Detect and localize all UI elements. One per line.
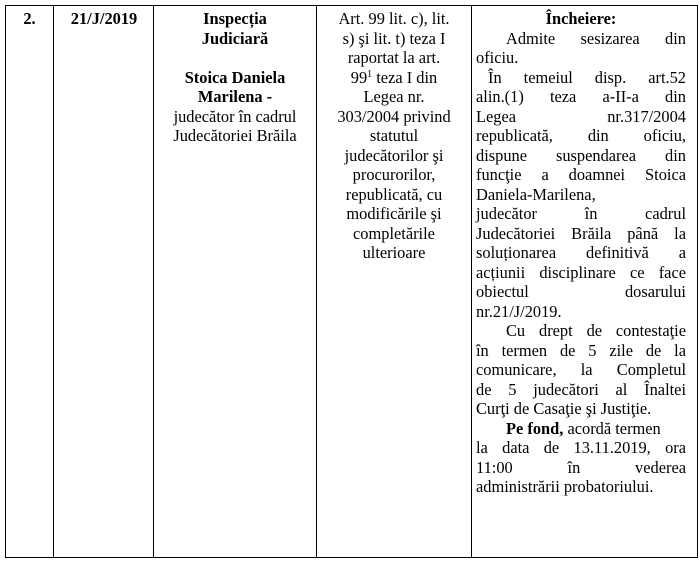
legal-basis-line: statutul bbox=[369, 126, 419, 145]
decision-line: Curţi de Casaţie şi Justiţie. bbox=[476, 399, 652, 418]
decision-line: obiectul dosarului bbox=[476, 282, 686, 301]
decision-line: În temeiul disp. art.52 bbox=[488, 67, 686, 87]
legal-basis-line: Art. 99 lit. c), lit. bbox=[338, 9, 450, 28]
decision-line: la data de 13.11.2019, ora bbox=[476, 438, 686, 457]
decision-line: acțiunii disciplinare ce face bbox=[476, 262, 686, 282]
applicant-line: Inspecția bbox=[203, 9, 267, 28]
decision-line: dispune suspendarea din bbox=[476, 145, 686, 165]
respondent-role: judecător în cadrul bbox=[173, 106, 297, 126]
decision-line: Cu drept de contestaţie bbox=[506, 321, 686, 340]
respondent-name: Stoica Daniela bbox=[184, 67, 286, 87]
legal-basis-line: judecătorilor şi bbox=[344, 145, 444, 165]
respondent-name: Marilena - bbox=[197, 87, 273, 106]
decision-line: administrării probatoriului. bbox=[476, 477, 654, 496]
column-divider bbox=[471, 6, 472, 557]
decision-heading: Încheiere: bbox=[545, 9, 617, 28]
decision-line: de 5 judecători al Înaltei bbox=[476, 379, 686, 399]
legal-basis-line: s) şi lit. t) teza I bbox=[342, 28, 446, 48]
article-superscript: 1 bbox=[367, 68, 373, 80]
decision-line: nr.21/J/2019. bbox=[476, 301, 562, 321]
fond-label: Pe fond, bbox=[506, 418, 564, 438]
decision-line: soluționarea definitivă a bbox=[476, 243, 686, 262]
decision-line: Daniela-Marilena, bbox=[476, 184, 596, 204]
legal-basis-line: raportat la art. bbox=[347, 48, 441, 67]
fond-text: acordă termen bbox=[563, 418, 661, 438]
applicant-line: Judiciară bbox=[201, 28, 269, 48]
decision-line: judecător în cadrul bbox=[476, 204, 686, 223]
legal-basis-line: Legea nr. bbox=[363, 87, 425, 106]
decision-table bbox=[5, 5, 698, 558]
decision-line: Admite sesizarea din bbox=[506, 28, 686, 48]
case-number: 21/J/2019 bbox=[70, 9, 138, 28]
decision-line: Legea nr.317/2004 bbox=[476, 106, 686, 126]
legal-basis-line: ulterioare bbox=[362, 243, 426, 262]
applicant-cell bbox=[155, 6, 315, 146]
decision-line: 11:00 în vederea bbox=[476, 457, 686, 477]
fond-line bbox=[476, 419, 686, 439]
column-divider bbox=[153, 6, 154, 557]
legal-basis-line: completările bbox=[353, 223, 435, 243]
legal-basis-line: republicată, cu bbox=[345, 184, 443, 204]
legal-basis-line: modificările şi bbox=[346, 204, 442, 223]
row-number: 2. bbox=[23, 9, 36, 28]
column-divider bbox=[316, 6, 317, 557]
decision-line: funcţie a doamnei Stoica bbox=[476, 165, 686, 184]
legal-basis-line: procurorilor, bbox=[352, 165, 436, 184]
legal-basis-cell bbox=[318, 6, 470, 263]
decision-line: alin.(1) teza a-II-a din bbox=[476, 87, 686, 106]
respondent-role: Judecătoriei Brăila bbox=[173, 126, 297, 145]
decision-line: oficiu. bbox=[476, 48, 519, 67]
legal-basis-line bbox=[318, 68, 470, 88]
article-suffix: teza I din bbox=[372, 67, 438, 87]
legal-basis-line: 303/2004 privind bbox=[337, 106, 451, 126]
article-number: 99 bbox=[350, 67, 368, 87]
decision-line: republicată, din oficiu, bbox=[476, 126, 686, 145]
decision-cell bbox=[476, 6, 686, 497]
column-divider bbox=[53, 6, 54, 557]
decision-line: comunicare, la Completul bbox=[476, 360, 686, 379]
decision-line: Judecătoriei Brăila până la bbox=[476, 223, 686, 243]
decision-line: în termen de 5 zile de la bbox=[476, 340, 686, 360]
